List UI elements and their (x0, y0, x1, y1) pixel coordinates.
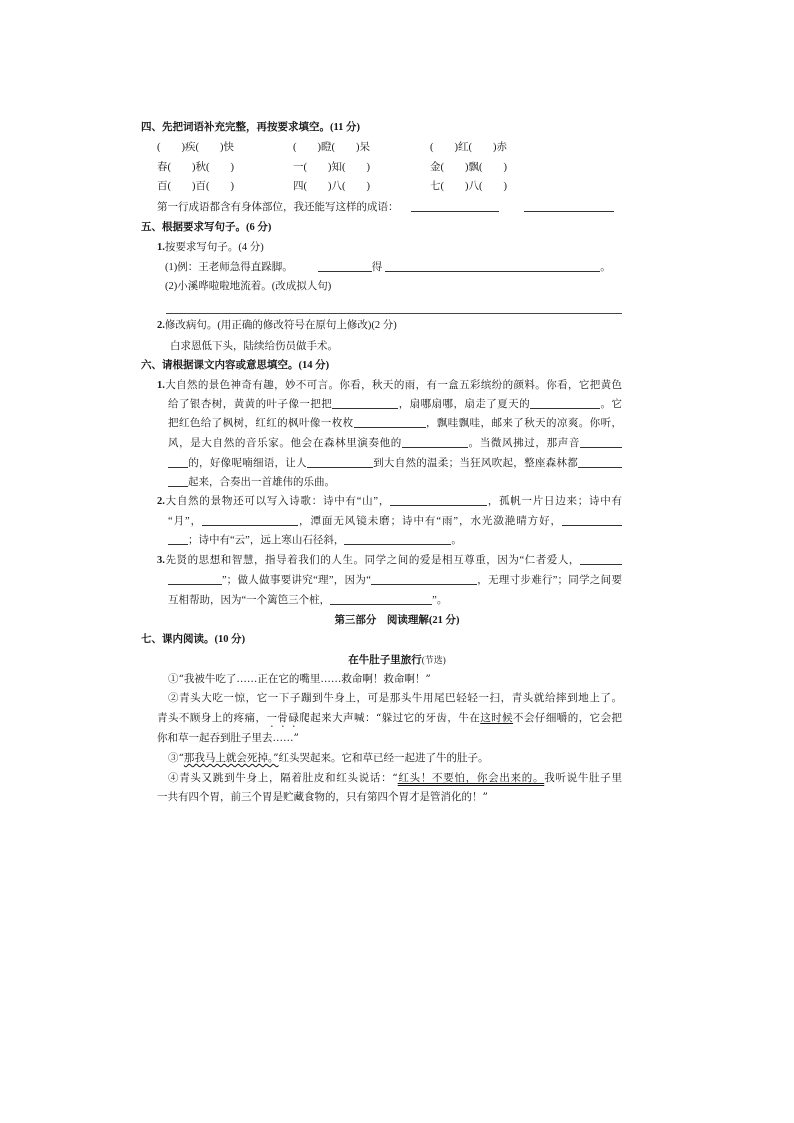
wavy-underlined-sentence: 那我马上就会死掉。” (183, 752, 279, 764)
reading-paragraph-4 (168, 769, 622, 787)
answer-blank (168, 584, 222, 585)
passage-text: 互相帮助，因为“一个篱笆三个桩， (168, 595, 331, 606)
question-6-1-line (168, 474, 335, 492)
answer-blank (344, 544, 451, 545)
answer-line (166, 313, 622, 314)
question-6-1-line (168, 396, 622, 414)
example-sentence: (1)例：王老师急得直跺脚。 (165, 262, 293, 273)
answer-blank (402, 447, 468, 448)
passage-text: 爬起来大声喊：“躲过它的牙齿，牛在 (299, 712, 481, 724)
passage-text: 先贤的思想和智慧，指导着我们的人生。同学之间的爱是相互尊重，因为“仁者爱人， (164, 555, 580, 566)
question-5-1-title (157, 239, 264, 257)
question-6-3-line (168, 592, 447, 610)
passage-text: ，飘哇飘哇，邮来了秋天的凉爽。你听， (425, 418, 623, 429)
section-5-heading: 五、根据要求写句子。(6 分) (141, 222, 272, 233)
passage-text: ，扇哪扇哪，扇走了夏天的 (398, 399, 531, 410)
question-6-3-line (168, 572, 622, 590)
question-text: 按要求写句子。(4 分) (164, 242, 264, 253)
reading-title-text: 在牛肚子里旅行 (348, 655, 422, 666)
idiom-item: 百( )百( ) (157, 181, 234, 192)
idiom-item: 七( )八( ) (430, 181, 507, 192)
passage-text: 红头哭起来。它和草已经一起进了牛的肚子。 (278, 752, 489, 764)
answer-blank (168, 544, 188, 545)
answer-blank (354, 427, 426, 428)
passage-text: 把红色给了枫树，红红的枫叶像一枚枚 (168, 418, 354, 429)
faulty-sentence: 白求恩低下头，陆续给伤员做手术。 (170, 341, 338, 352)
passage-text: ”；做人做事要讲究“理”，因为“ (222, 575, 371, 586)
sentence-end-mark: 。 (600, 262, 611, 273)
passage-text: 。 (451, 535, 462, 546)
question-5-1-example-line (165, 259, 611, 277)
idiom-item: ( )瞪( )呆 (293, 142, 370, 153)
passage-text: 不会仔细嚼的，它会把 (513, 712, 623, 724)
question-number: 1. (157, 380, 165, 391)
question-6-1-line (168, 415, 622, 433)
passage-text: ，潭面无风镜未磨；诗中有“雨”，水光潋滟晴方好， (298, 516, 562, 527)
passage-text: 。它 (600, 399, 623, 410)
passage-text: 大自然的景色神奇有趣，妙不可言。你看，秋天的雨，有一盒五彩缤纷的颜料。你看，它把黄色 (164, 380, 622, 391)
question-6-2-line (157, 493, 622, 511)
reading-paragraph-2: ②青头大吃一惊，它一下子蹦到牛身上，可是那头牛用尾巴轻轻一扫，青头就给摔到地上了。 (168, 692, 622, 704)
passage-text: ③“ (168, 752, 184, 764)
emphasized-word: 一骨碌 (266, 712, 300, 724)
passage-text: ；诗中有“云”，远上寒山石径斜， (188, 535, 345, 546)
question-number: 1. (157, 242, 165, 253)
answer-blank (562, 525, 622, 526)
section-7-heading: 七、课内阅读。(10 分) (141, 634, 246, 645)
reading-paragraph-3 (168, 749, 489, 767)
idiom-item: 金( )飘( ) (430, 162, 507, 173)
reading-paragraph-2-line (157, 709, 622, 727)
answer-blank (330, 604, 432, 605)
idiom-extension-prompt: 第一行成语都含有身体部位，我还能写这样的成语： (157, 202, 399, 213)
answer-blank (524, 211, 614, 212)
passage-text: ，无理寸步难行”；同学之间要 (476, 575, 622, 586)
underlined-word: 这时候 (480, 712, 514, 724)
answer-blank (307, 467, 373, 468)
answer-blank (168, 486, 188, 487)
answer-blank (578, 467, 622, 468)
passage-text: ，孤帆一片日边来；诗中有 (487, 496, 623, 507)
idiom-item: 一( )知( ) (293, 162, 370, 173)
question-number: 2. (157, 496, 165, 507)
double-underlined-sentence: 红头！不要怕，你会出来的。 (397, 772, 545, 784)
question-number: 3. (157, 555, 165, 566)
question-6-2-line (168, 513, 622, 531)
passage-text: 到大自然的温柔；当狂风吹起，整座森林都 (372, 458, 578, 469)
answer-blank (580, 564, 622, 565)
example-keyword: 得 (371, 262, 383, 273)
answer-blank (390, 505, 487, 506)
answer-blank (332, 408, 398, 409)
passage-text: 给了银杏树，黄黄的叶子像一把把 (168, 399, 333, 410)
reading-paragraph-2-line: 你和草一起吞到肚子里去……” (157, 732, 299, 744)
idiom-extension-line (157, 199, 614, 217)
idiom-item: 四( )八( ) (293, 181, 370, 192)
reading-title-note: (节选) (421, 655, 446, 665)
question-5-2-title (157, 317, 397, 335)
passage-text: 我听说牛肚子里 (544, 772, 623, 784)
answer-blank (202, 525, 298, 526)
passage-text: 。当微风拂过，那声音 (467, 438, 580, 449)
answer-blank (168, 467, 188, 468)
passage-text: 风，是大自然的音乐家。他会在森林里演奏他的 (168, 438, 402, 449)
question-6-1-line (168, 455, 622, 473)
answer-blank (385, 271, 600, 272)
question-5-1-item-2: (2)小溪哗啦啦地流着。(改成拟人句) (165, 281, 332, 292)
passage-text: ④青头又跳到牛身上，隔着肚皮和红头说话：“ (168, 772, 398, 784)
section-6-heading: 六、请根据课文内容或意思填空。(14 分) (141, 360, 330, 371)
question-6-3-line (157, 552, 622, 570)
passage-text: 起来，合奏出一首雄伟的乐曲。 (188, 477, 335, 488)
question-6-1-line (157, 377, 622, 395)
passage-text: ”。 (432, 595, 448, 606)
reading-paragraph-4-line: 一共有四个胃，前三个胃是贮藏食物的，只有第四个胃才是管消化的！” (157, 791, 488, 803)
question-6-1-line (168, 435, 622, 453)
question-6-2-line (168, 532, 462, 550)
passage-text: 青头不顾身上的疼痛， (157, 712, 267, 724)
answer-blank (371, 584, 477, 585)
section-4-heading: 四、先把词语补充完整，再按要求填空。(11 分) (141, 122, 361, 133)
idiom-item: 春( )秋( ) (157, 162, 234, 173)
question-text: 修改病句。(用正确的修改符号在原句上修改)(2 分) (164, 320, 397, 331)
question-number: 2. (157, 320, 165, 331)
answer-blank (411, 211, 499, 212)
idiom-item: ( )疾( )快 (157, 142, 234, 153)
passage-text: 大自然的景物还可以写入诗歌：诗中有“山”， (164, 496, 391, 507)
part-3-heading: 第三部分 阅读理解(21 分) (334, 615, 460, 626)
answer-blank (580, 447, 622, 448)
answer-blank (318, 271, 372, 272)
passage-text: 的，好像呢喃细语，让人 (188, 458, 307, 469)
passage-text: “月”， (168, 516, 203, 527)
idiom-item: ( )红( )赤 (430, 142, 507, 153)
answer-blank (530, 408, 600, 409)
reading-paragraph-1: ①“我被牛吃了……正在它的嘴里……救命啊！救命啊！” (168, 673, 431, 685)
reading-title (0, 651, 794, 669)
